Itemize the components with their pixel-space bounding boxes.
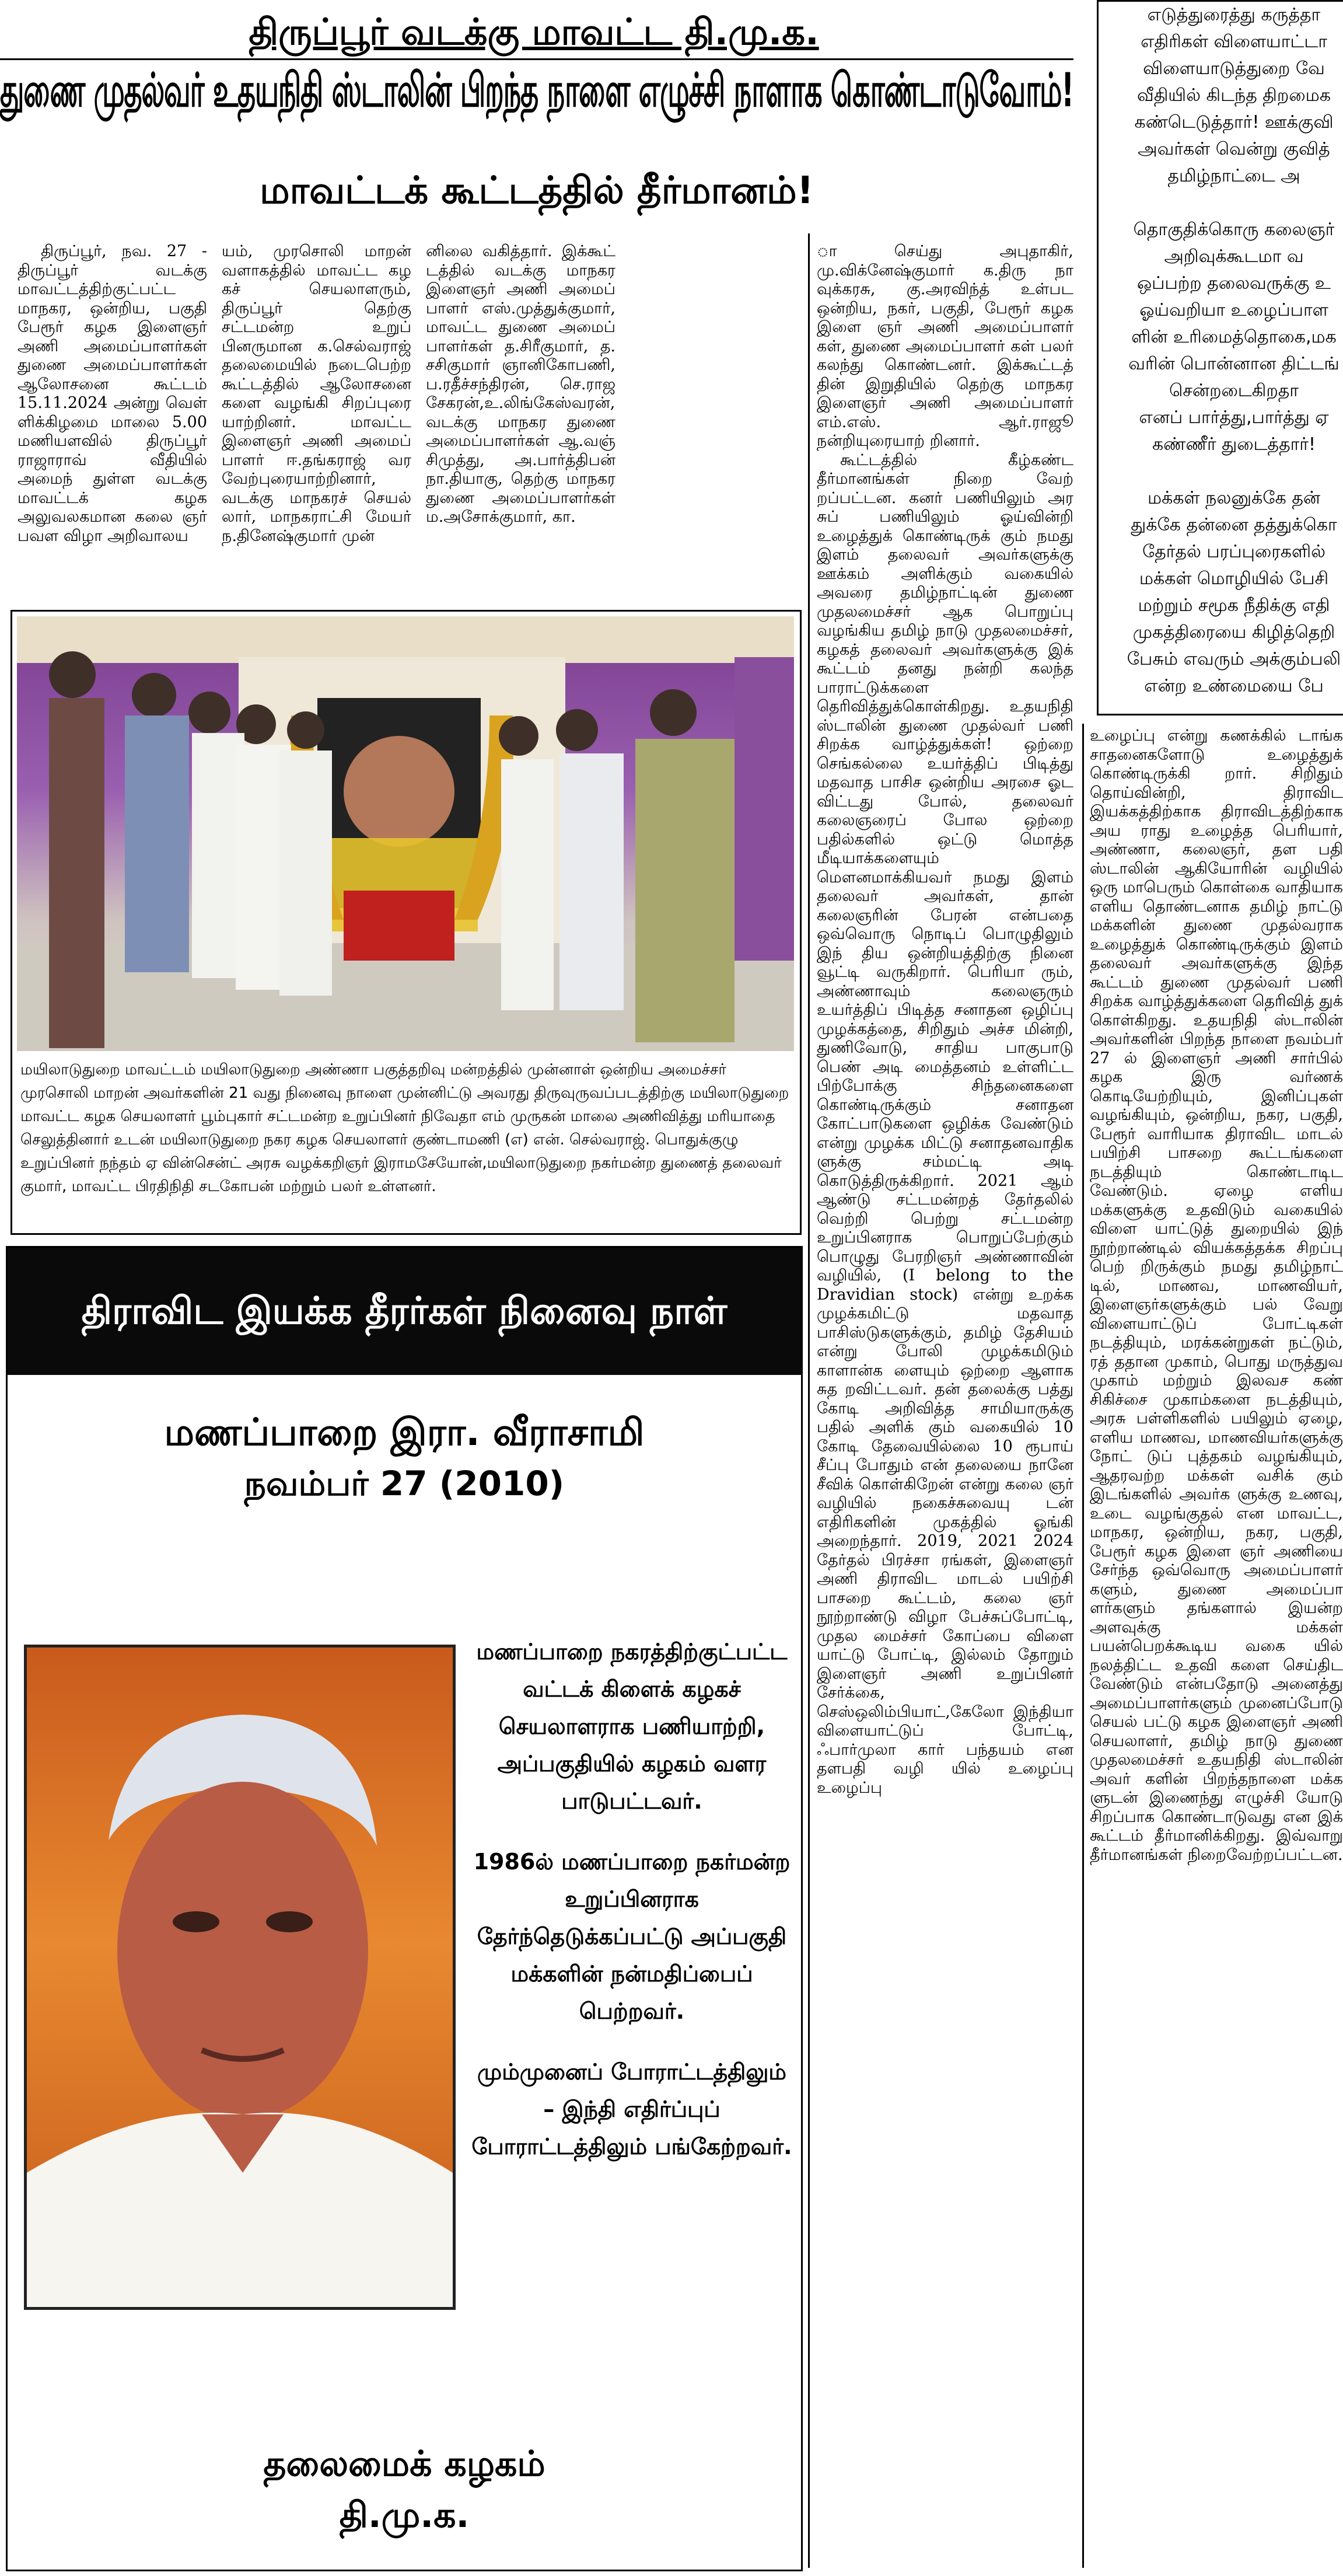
memorial-footer-org: தலைமைக் கழகம் <box>263 2444 545 2484</box>
sidebar-line: துக்கே தன்னை தத்துக்கொ <box>1131 515 1337 535</box>
sidebar-line: எனப் பார்த்து,பார்த்து ஏ <box>1139 407 1329 428</box>
sidebar-line <box>1111 458 1343 485</box>
bio-paragraph: மும்முனைப் போராட்டத்திலும் – இந்தி எதிர்ப்புப் போராட்டத்திலும் பங்கேற்றவர். <box>471 2059 792 2159</box>
sidebar-line: மக்கள் நலனுக்கே தன் <box>1148 488 1320 508</box>
article-column-3 <box>426 242 615 601</box>
sidebar-line: விளையாடுத்துறை வே <box>1143 58 1325 79</box>
article-column-4 <box>817 242 1073 2571</box>
sidebar-line: முகத்திரையை கிழித்தெறி <box>1132 622 1335 643</box>
sidebar-line: அவர்கள் வென்று குவித் <box>1138 139 1330 159</box>
sidebar-line: வீதியில் கிடந்த திறமைக <box>1136 85 1331 106</box>
memorial-date: நவம்பர் 27 (2010) <box>244 1464 565 1503</box>
column-rule <box>808 233 810 2568</box>
article-paragraph: யம், முரசொலி மாறன் வளாகத்தில் மாவட்ட கழ கச் செயலாளரும், திருப்பூர் தெற்கு சட்டமன்ற உறுப் பினருமான க.செல்வராஜ் தலைமையில் நடைபெற்ற கூட்டத்தில் ஆலோசனை களை வழங்கி சிறப்புரை யாற்றினர். மாவட்ட இளைஞர் அணி அமைப் பாளர் ஈ.தங்கராஜ் வர வேற்புரையாற்றினார், வடக்கு மாநகரச் செயல் லார், மாநகராட்சி மேயர் ந.தினேஷ்குமார் முன் <box>222 242 411 545</box>
sidebar-text <box>1111 2 1343 700</box>
sidebar-line: தமிழ்நாட்டை அ <box>1167 166 1300 186</box>
sidebar-line: சென்றடைகிறதா <box>1169 381 1299 401</box>
article-paragraph: கூட்டத்தில் கீழ்கண்ட தீர்மானங்கள் நிறை வேற் றப்பட்டன. கனர் பணியிலும் அர சுப் பணியிலும் ஓய்வின்றி உழைத்துக் கொண்டிருக் கும் நமது இளம் தலைவர் அவர்களுக்கு ஊக்கம் அளிக்கும் வகையில் அவரை தமிழ்நாட்டின் துணை முதலமைச்சர் ஆக பொறுப்பு வழங்கிய தமிழ் நாடு முதலமைச்சர், கழகத் தலைவர் அவர்களுக்கு இக் கூட்டம் தனது நன்றி கலந்த பாராட்டுக்களை தெரிவித்துக்கொள்கிறது. உதயநிதி ஸ்டாலின் துணை முதல்வர் பணி சிறக்க வாழ்த்துக்கள்! ஒற்றை செங்கல்லை உயர்த்திப் பிடித்து மதவாத பாசிச ஒன்றிய அரசை ஓட விட்டது போல், தலைவர் கலைஞரைப் போல ஒற்றை பதில்களில் ஒட்டு மொத்த மீடியாக்களையும் மௌனமாக்கியவர் நமது இளம் தலைவர் அவர்கள், தான் கலைஞரின் பேரன் என்பதை ஒவ்வொரு நொடிப் பொழுதிலும் இந் திய ஒன்றியத்திற்கு நினை வூட்டி வருகிறார். பெரியா ரும், அண்ணாவும் கலைஞரும் உயர்த்திப் பிடித்த சனாதன ஒழிப்பு முழக்கத்தை, சிறிதும் அச்ச மின்றி, துணிவோடு, சாதிய பாகுபாடு பெண் அடி மைத்தனம் உள்ளிட்ட பிற்போக்கு சிந்தனைகளை கொண்டிருக்கும் சனாதன கோட்பாடுகளை ஒழிக்க வேண்டும் என்று முழக்க மிட்டு சனாதனவாதிக ளுக்கு சம்மட்டி அடி கொடுத்திருக்கிறார். 2021 ஆம் ஆண்டு சட்டமன்றத் தேர்தலில் வெற்றி பெற்று சட்டமன்ற உறுப்பினராக பொறுப்பேற்கும் பொழுது பேரறிஞர் அண்ணாவின் வழியில், (I belong to the Dravidian stock) என்று உறக்க முழக்கமிட்டு மதவாத பாசிஸ்டுகளுக்கும், தமிழ் தேசியம் என்று போலி முழக்கமிடும் காளான்க ளையும் ஒற்றை ஆளாக சுத றவிட்டவர். தன் தலைக்கு பத்து கோடி அறிவித்த சாமியாருக்கு பதில் அளிக் கும் வகையில் 10 கோடி தேவையில்லை 10 ரூபாய் சீப்பு போதும் என் தலையை நானே சீவிக் கொள்கிறேன் என்று கலை ஞர் வழியில் நகைச்சுவையு டன் எதிரிகளின் முகத்தில் ஓங்கி அறைந்தார். 2019, 2021 2024 தேர்தல் பிரச்சா ரங்கள், இளைஞர் அணி திராவிட மாடல் பயிற்சி பாசறை கூட்டம், கலை ஞர் நூற்றாண்டு விழா பேச்சுப்போட்டி, முதல மைச்சர் கோப்பை விளை யாட்டு போட்டி, இல்லம் தோறும் இளைஞர் அணி உறுப்பினர் சேர்க்கை, செஸ்ஒலிம்பியாட்,கேலோ இந்தியா விளையாட்டுப் போட்டி, ஃபார்முலா கார் பந்தயம் என தளபதி வழி யில் உழைப்பு உழைப்பு <box>817 451 1073 1797</box>
memorial-footer <box>8 2438 801 2541</box>
sidebar-line: பேசும் எவரும் அக்கும்பலி <box>1127 649 1341 669</box>
sidebar-line: எடுத்துரைத்து கருத்தா <box>1147 5 1321 25</box>
event-photo-illustration <box>17 616 794 1051</box>
portrait-illustration <box>27 1647 453 2307</box>
bio-paragraph: மணப்பாறை நகரத்திற்குட்பட்ட வட்டக் கிளைக் கழகச் செயலாளராக பணியாற்றி, அப்பகுதியில் கழகம் வளர பாடுபட்டவர். <box>476 1639 788 1814</box>
news-photo <box>17 616 794 1051</box>
article-column-5 <box>1090 727 1343 2571</box>
subhead: மாவட்டக் கூட்டத்தில் தீர்மானம்! <box>260 169 814 212</box>
headline: துணை முதல்வர் உதயநிதி ஸ்டாலின் பிறந்த நாளை எழுச்சி நாளாக கொண்டாடுவோம்! <box>0 63 1073 117</box>
article-paragraph: னிலை வகித்தார். இக்கூட் டத்தில் வடக்கு மாநகர இளைஞர் அணி அமைப் பாளர் எஸ்.முத்துக்குமார், மாவட்ட துணை அமைப் பாளர்கள் த.சிரீகுமார், த. சசிகுமார் ஞானிகோபணி, ப.ரதீச்சந்திரன், செ.ராஜ சேகரன்,உ.லிங்கேஸ்வரன், வடக்கு மாநகர துணை அமைப்பாளர்கள் ஆ.வஞ் சிமுத்து, அ.பார்த்திபன் நா.தியாகு, தெற்கு மாநகர துணை அமைப்பாளர்கள் ம.அசோக்குமார், கா. <box>426 242 615 526</box>
sidebar-box <box>1097 0 1343 715</box>
kicker: திருப்பூர் வடக்கு மாவட்ட தி.மு.க. <box>249 11 819 53</box>
article-paragraph: உழைப்பு என்று கணக்கில் டாங்க சாதனைகளோடு உழைத்துக் கொண்டிருக்கி றார். சிறிதும் தொய்வின்றி, திராவிட இயக்கத்திற்காக திராவிடத்திற்காக அய ராது உழைத்த பெரியார், அண்ணா, கலைஞர், தள பதி ஸ்டாலின் ஆகியோரின் வழியில் ஒரு மாபெரும் கொள்கை வாதியாக எளிய தொண்டனாக தமிழ் நாட்டு மக்களின் துணை முதல்வராக உழைத்துக் கொண்டிருக்கும் இளம் தலைவர் அவர்களுக்கு இந்த கூட்டம் துணை முதல்வர் பணி சிறக்க வாழ்த்துக்களை தெரிவித் துக் கொள்கிறது. உதயநிதி ஸ்டாலின் அவர்களின் பிறந்த நாளை நவம்பர் 27 ல் இளைஞர் அணி சார்பில் கழக இரு வர்ணக் கொடியேற்றியும், இனிப்புகள் வழங்கியும், ஒன்றிய, நகர, பகுதி, பேரூர் வாரியாக திராவிட மாடல் பயிற்சி பாசறை கூட்டங்களை நடத்தியும் கொண்டாடிட வேண்டும். ஏழை எளிய மக்களுக்கு உதவிடும் வகையில் விளை யாட்டுத் துறையில் இந் நூற்றாண்டில் வியக்கத்தக்க சிறப்பு பெற் றிருக்கும் நமது தமிழ்நாட் டில், மாணவ, மாணவியர், இளைஞர்களுக்கும் பல் வேறு விளையாட்டுப் போட்டிகள் நடத்தியும், மரக்கன்றுகள் நட்டும், ரத் ததான முகாம், பொது மருத்துவ முகாம் மற்றும் இலவச கண் சிகிச்சை முகாம்களை நடத்தியும், அரசு பள்ளிகளில் பயிலும் ஏழை, எளிய மாணவ, மாணவியர்களுக்கு நோட் டுப் புத்தகம் வழங்கியும், ஆதரவற்ற மக்கள் வசிக் கும் இடங்களில் அவர்க ளுக்கு உணவு, உடை வழங்குதல் என மாவட்ட, மாநகர, ஒன்றிய, நகர, பகுதி, பேரூர் கழக இளை ஞர் அணியை சேர்ந்த ஒவ்வொரு அமைப்பாளர் களும், துணை அமைப்பா ளர்களும் தங்களால் இயன்ற அளவுக்கு மக்கள் பயன்பெறக்கூடிய வகை யில் நலத்திட்ட உதவி களை செய்திட வேண்டும் என்பதோடு அனைத்து அமைப்பாளர்களும் முனைப்போடு செயல் பட்டு கழக இளைஞர் அணி செயலாளர், தமிழ் நாடு துணை முதலமைச்சர் உதயநிதி ஸ்டாலின் அவர் களின் பிறந்தநாளை மக்க ளுடன் இணைந்து எழுச்சி யோடு சிறப்பாக கொண்டாடுவது என இக் கூட்டம் தீர்மானிக்கிறது. இவ்வாறு தீர்மானங்கள் நிறைவேற்றப்பட்டன. <box>1090 727 1343 1864</box>
sidebar-line: ஒப்பற்ற தலைவருக்கு உ <box>1137 273 1331 294</box>
article-column-1 <box>18 242 207 601</box>
sidebar-line: என்ற உண்மையை பே <box>1144 676 1324 696</box>
sidebar-line: கண்டெடுத்தார்! ஊக்குவி <box>1134 112 1334 132</box>
memorial-banner: திராவிட இயக்க தீரர்கள் நினைவு நாள் <box>8 1248 801 1375</box>
sidebar-line: மற்றும் சமூக நீதிக்கு எதி <box>1138 595 1330 616</box>
sidebar-line <box>1111 190 1343 217</box>
sidebar-line: தொகுதிக்கொரு கலைஞர் <box>1133 219 1335 240</box>
sidebar-line: ளின் உரிமைத்தொகை,மக <box>1131 327 1337 347</box>
sidebar-line: மக்கள் மொழியில் பேசி <box>1139 568 1329 589</box>
sidebar-line: தேர்தல் பரப்புரைகளில் <box>1142 542 1326 562</box>
article-column-2 <box>222 242 411 601</box>
sidebar-line: வரின் பொன்னான திட்டங் <box>1128 354 1339 374</box>
memorial-bio <box>468 1633 795 2188</box>
news-photo-box <box>11 610 802 1235</box>
article-paragraph: திருப்பூர், நவ. 27 - திருப்பூர் வடக்கு மாவட்டத்திற்குட்பட்ட மாநகர, ஒன்றிய, பகுதி பேரூர் கழக இளைஞர் அணி அமைப்பாளர்கள் துணை அமைப்பாளர்கள் ஆலோசனை கூட்டம் 15.11.2024 அன்று வெள் ளிக்கிழமை மாலை 5.00 மணியளவில் திருப்பூர் ராஜாராவ் வீதியில் அமைந் துள்ள வடக்கு மாவட்டக் கழக அலுவலகமான கலை ஞர் பவள விழா அறிவாலய <box>18 242 207 545</box>
column-rule <box>1082 724 1084 2568</box>
bio-paragraph: 1986ல் மணப்பாறை நகர்மன்ற உறுப்பினராக தேர்ந்தெடுக்கப்பட்டு அப்பகுதி மக்களின் நன்மதிப்பைப் பெற்றவர். <box>473 1849 791 2024</box>
memorial-name: மணப்பாறை இரா. வீராசாமி <box>164 1411 645 1454</box>
sidebar-line: அறிவுக்கூடமா வ <box>1164 246 1304 267</box>
sidebar-line: எதிரிகள் விளையாட்டா <box>1141 32 1327 52</box>
memorial-notice <box>6 1246 803 2571</box>
header-rule <box>0 58 1073 60</box>
memorial-footer-party: தி.மு.க. <box>339 2495 470 2536</box>
photo-caption: மயிலாடுதுறை மாவட்டம் மயிலாடுதுறை அண்ணா பகுத்தறிவு மன்றத்தில் முன்னாள் ஒன்றிய அமைச்சர் முரசொலி மாறன் அவர்களின் 21 வது நினைவு நாளை முன்னிட்டு அவரது திருவுருவப்படத்திற்கு மயிலாடுதுறை மாவட்ட கழக செயலாளர் பூம்புகார் சட்டமன்ற உறுப்பினர் நிவேதா எம் முருகன் மாலை அணிவித்து மரியாதை செலுத்தினார் உடன் மயிலாடுதுறை நகர கழக செயலாளர் குண்டாமணி (எ) என். செல்வராஜ். பொதுக்குழு உறுப்பினர் நந்தம் ஏ வின்சென்ட் அரசு வழக்கறிஞர் இராமசேயோன்,மயிலாடுதுறை நகர்மன்ற துணைத் தலைவர் குமார், மாவட்ட பிரதிநிதி சடகோபன் மற்றும் பலர் உள்ளனர். <box>20 1061 789 1195</box>
sidebar-line: ஓய்வறியா உழைப்பாள <box>1139 300 1328 320</box>
article-paragraph: ா செய்து அபுதாகிர், மு.விக்னேஷ்குமார் க.திரு நா வுக்கரசு, கு.அரவிந்த் உள்பட ஒன்றிய, நகர், பகுதி, பேரூர் கழக இளை ஞர் அணி அமைப்பாளர் கள், துணை அமைப்பாளர் கள் பலர் கலந்து கொண்டனர். இக்கூட்டத் தின் இறுதியில் தெற்கு மாநகர இளைஞர் அணி அமைப்பாளர் எம்.எஸ். ஆர்.ராஜூ நன்றியுரையாற் றினார். <box>817 242 1073 450</box>
memorial-portrait <box>24 1645 456 2310</box>
sidebar-line: கண்ணீர் துடைத்தார்! <box>1152 434 1316 455</box>
